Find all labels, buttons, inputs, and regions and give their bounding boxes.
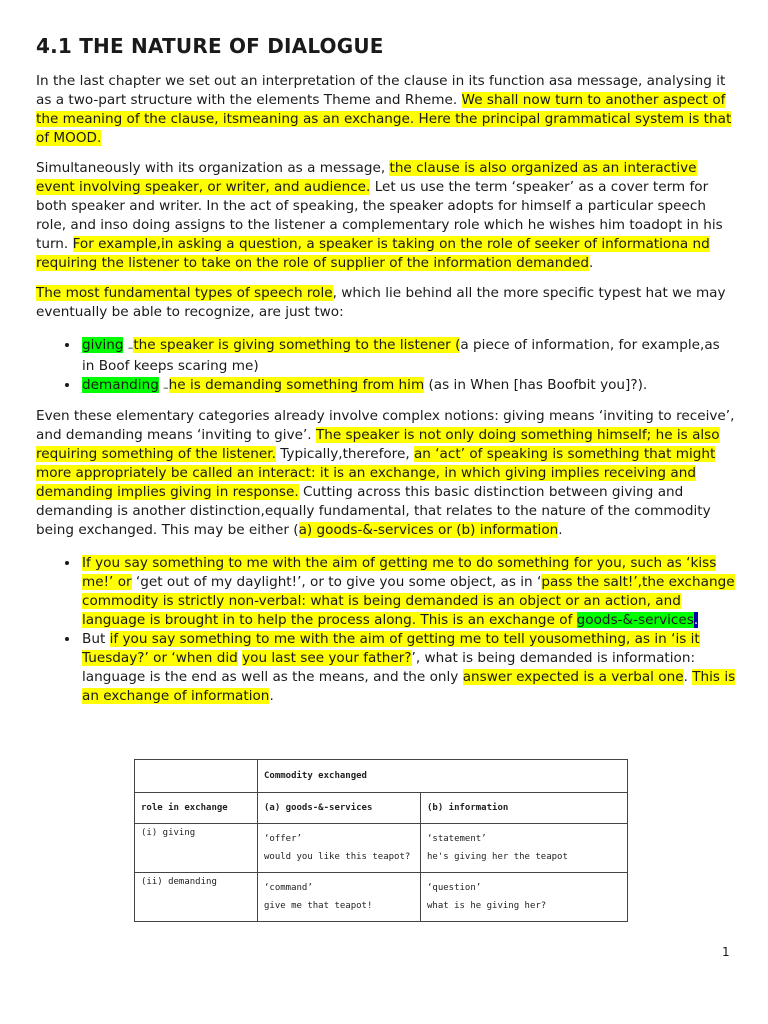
text-run: Even these elementary categories already involve complex notions: giving means ‘inviting to receive’, and demanding means ‘inviting to give’. [36, 408, 735, 443]
document-page [36, 34, 736, 716]
text-run: . [588, 255, 594, 271]
paragraph-speech-roles [36, 284, 736, 322]
text-run: ’, what is being demanded is information: language is the end as well as the means, and the only [82, 650, 696, 685]
list-item [80, 376, 736, 397]
cell-example: what is he giving her? [427, 901, 547, 911]
text-run: . [269, 688, 274, 704]
table-header-information: (b) information [421, 793, 628, 824]
highlighted-text: the clause is also organized as an interactive event involving speaker, or writer, and audience. [36, 160, 697, 195]
list-item [80, 554, 736, 630]
highlighted-text: The most fundamental types of speech role [36, 285, 333, 301]
text-run: Cutting across this basic distinction between giving and demanding is another distinction,equally fundamental, that relates to the nature of the commodity being exchanged. This may be either ( [36, 484, 711, 538]
blue-highlighted-mark: . [693, 612, 699, 628]
dash-mark: – [127, 341, 134, 354]
page-number: 1 [722, 945, 730, 959]
table-row [135, 760, 628, 793]
speech-role-list [36, 336, 736, 397]
table-row [135, 793, 628, 824]
text-run: , which lie behind all the more specific typest hat we may eventually be able to recognize, are just two: [36, 285, 726, 320]
text-run: In the last chapter we set out an interpretation of the clause in its function asa message, analysing it as a two-part structure with the elements Theme and Rheme. [36, 73, 726, 108]
green-highlighted-term: giving [82, 337, 124, 353]
cell-example: would you like this teapot? [264, 852, 411, 862]
cell-label: ‘offer’ [264, 834, 302, 844]
table-row [135, 824, 628, 873]
table-cell-empty [135, 760, 258, 793]
highlighted-text: The speaker is not only doing something himself; he is also requiring something of the listener. [36, 427, 720, 462]
table-header-commodity: Commodity exchanged [258, 760, 628, 793]
table-row [135, 873, 628, 922]
text-run: Typically,therefore, [275, 446, 414, 462]
highlighted-text: you last see your father? [242, 650, 412, 666]
text-run: But [82, 631, 110, 647]
page-title: 4.1 THE NATURE OF DIALOGUE [36, 34, 384, 58]
cell-label: ‘question’ [427, 883, 482, 893]
text-run: (as in When [has Boofbit you]?). [424, 377, 648, 393]
text-run: . [558, 522, 563, 538]
green-highlighted-term: goods-&-services [576, 612, 694, 628]
cell-label: ‘statement’ [427, 834, 487, 844]
paragraph-commodity [36, 407, 736, 540]
paragraph-interactive-event [36, 159, 736, 273]
exchange-table [134, 759, 628, 922]
table-cell [421, 824, 628, 873]
table-header-goods: (a) goods-&-services [258, 793, 421, 824]
dash-mark: – [163, 381, 169, 394]
table-cell: (ii) demanding [135, 873, 258, 922]
text-run: Simultaneously with its organization as a message, [36, 160, 390, 176]
table-cell [258, 824, 421, 873]
highlighted-text: We shall now turn to another aspect of the meaning of the clause, itsmeaning as an exchange. Here the principal grammatical system is that of MOOD. [36, 92, 732, 146]
text-run: . [683, 669, 693, 685]
highlighted-text: This is an exchange of information [82, 669, 736, 704]
green-highlighted-term: demanding [82, 377, 159, 393]
text-run: ‘get out of my daylight!’, or to give you some object, as in ‘ [131, 574, 542, 590]
highlighted-text: a) goods-&-services or (b) information [298, 522, 559, 538]
table-cell [258, 873, 421, 922]
exchange-list [36, 554, 736, 706]
highlighted-text: For example,in asking a question, a speaker is taking on the role of seeker of informationa nd requiring the listener to take on the role of supplier of the information demanded [36, 236, 710, 271]
highlighted-text: answer expected is a verbal one [462, 669, 684, 685]
table-header-role: role in exchange [135, 793, 258, 824]
list-item [80, 630, 736, 706]
paragraph-intro [36, 72, 736, 148]
table-cell [421, 873, 628, 922]
cell-example: give me that teapot! [264, 901, 373, 911]
text-run: Let us use the term ‘speaker’ as a cover term for both speaker and writer. In the act of speaking, the speaker adopts for himself a particular speech role, and inso doing assigns to the listener a complementary role which he wishes him toadopt in his turn. [36, 179, 723, 252]
highlighted-text: if you say something to me with the aim of getting me to tell yousomething, as in ‘is it Tuesday?’ or ‘when did [82, 631, 700, 666]
cell-label: ‘command’ [264, 883, 313, 893]
text-run: a piece of information, for example,as in Boof keeps scaring me) [82, 337, 720, 374]
list-item [80, 336, 736, 376]
highlighted-text: he is demanding something from him [168, 377, 425, 393]
highlighted-text: pass the salt!’,the exchange commodity is strictly non-verbal: what is being demanded is an object or an action, and language is brought in to help the process along. This is an exchange of [82, 574, 735, 628]
cell-example: he's giving her the teapot [427, 852, 568, 862]
highlighted-text: an ‘act’ of speaking is something that might more appropriately be called an interact: it is an exchange, in which giving implies receiving and demanding implies giving in response. [36, 446, 716, 500]
highlighted-text: If you say something to me with the aim of getting me to do something for you, such as ‘kiss me!’ or [82, 555, 717, 590]
table-cell: (i) giving [135, 824, 258, 873]
highlighted-text: the speaker is giving something to the listener ( [133, 337, 461, 353]
